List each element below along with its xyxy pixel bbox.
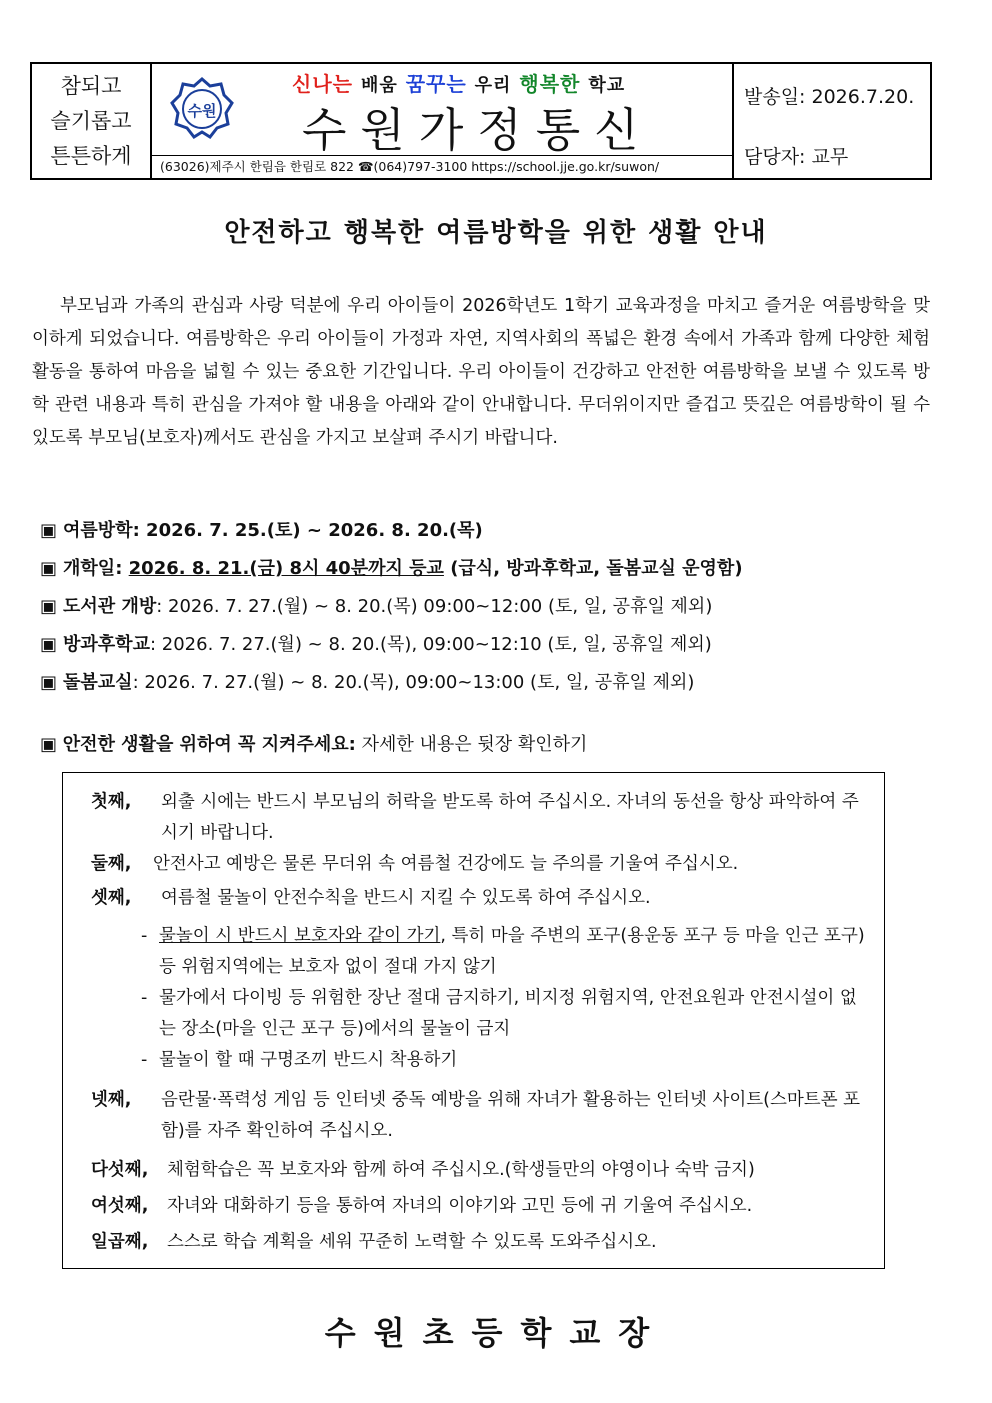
schedule-value-underlined: 2026. 8. 21.(금) 8시 40분까지 등교	[128, 558, 444, 579]
safety-item	[91, 1227, 872, 1258]
schedule-value: : 2026. 7. 27.(월) ~ 8. 20.(목), 09:00~12:10 (토, 일, 공휴일 제외)	[149, 634, 712, 655]
safety-subitem	[141, 921, 872, 983]
schedule-library	[40, 588, 940, 626]
school-address: (63026)제주시 한림읍 한림로 822 ☎(064)797-3100 https://school.jje.go.kr/suwon/	[152, 155, 732, 178]
schedule-value-extra: (급식, 방과후학교, 돌봄교실 운영함)	[443, 558, 743, 579]
subitem-underlined: 물놀이 시 반드시 보호자와 같이 가기	[159, 926, 441, 946]
square-marker-icon: ▣	[40, 520, 58, 541]
square-marker-icon: ▣	[40, 634, 58, 655]
safety-item-text: 안전사고 예방은 물론 무더위 속 여름철 건강에도 늘 주의를 기울여 주십시오.	[153, 854, 739, 874]
schedule-care	[40, 664, 940, 702]
slogan-word-2: 배움	[360, 75, 398, 96]
safety-item-number: 여섯째,	[91, 1196, 149, 1216]
school-slogan	[292, 68, 625, 97]
safety-item-text: 여름철 물놀이 안전수칙을 반드시 지킬 수 있도록 하여 주십시오.	[161, 888, 651, 908]
safety-item-number: 다섯째,	[91, 1160, 149, 1180]
schedule-label: 도서관 개방	[63, 596, 157, 617]
safety-item	[91, 1085, 872, 1147]
schedule-label: 여름방학	[63, 520, 133, 541]
page-title: 안전하고 행복한 여름방학을 위한 생활 안내	[224, 218, 768, 248]
schedule-value: : 2026. 7. 25.(토) ~ 2026. 8. 20.(목)	[132, 520, 483, 541]
slogan-word-3: 꿈꾸는	[405, 72, 467, 96]
schedule-opening	[40, 550, 940, 588]
slogan-word-4: 우리	[474, 75, 512, 96]
header-meta	[734, 64, 930, 178]
square-marker-icon: ▣	[40, 672, 58, 693]
schedule-afterschool	[40, 626, 940, 664]
safety-item-text: 체험학습은 꼭 보호자와 함께 하여 주십시오.(학생들만의 야영이나 숙박 금지)	[167, 1160, 755, 1180]
safety-heading-text: 안전한 생활을 위하여 꼭 지켜주세요:	[62, 734, 356, 755]
schedule-list	[40, 512, 940, 702]
slogan-word-1: 신나는	[292, 72, 353, 96]
motto-line-3: 튼튼하게	[50, 143, 132, 168]
safety-item	[91, 1155, 872, 1186]
safety-item	[91, 883, 872, 914]
subitem-text: , 특히 마을 주변의 포구(용운동 포구 등 마을 인근 포구) 등 위험지역에는 보호자 없이 절대 가지 않기	[159, 926, 865, 977]
safety-item-number: 둘째,	[91, 854, 132, 874]
schedule-label: 돌봄교실	[63, 672, 133, 693]
schedule-value: :	[115, 558, 129, 579]
newsletter-title: 수원가정통신	[302, 103, 653, 157]
dash-bullet: -	[141, 988, 148, 1008]
safety-subitem	[141, 1045, 872, 1076]
motto-line-2: 슬기롭고	[50, 108, 132, 133]
safety-item-text: 스스로 학습 계획을 세워 꾸준히 노력할 수 있도록 도와주십시오.	[167, 1232, 657, 1252]
subitem-text: 물가에서 다이빙 등 위험한 장난 절대 금지하기, 비지정 위험지역, 안전요원과 안전시설이 없는 장소(마을 인근 포구 등)에서의 물놀이 금지	[159, 988, 857, 1039]
motto-line-1: 참되고	[60, 73, 122, 98]
safety-heading-note: 자세한 내용은 뒷장 확인하기	[355, 734, 588, 755]
schedule-label: 방과후학교	[63, 634, 150, 655]
safety-item	[91, 787, 872, 849]
issue-date: 발송일: 2026.7.20.	[744, 86, 915, 108]
safety-item-number: 첫째,	[91, 792, 132, 812]
schedule-value: : 2026. 7. 27.(월) ~ 8. 20.(목) 09:00~12:00 (토, 일, 공휴일 제외)	[156, 596, 713, 617]
safety-item	[91, 849, 872, 880]
square-marker-icon: ▣	[40, 734, 58, 755]
safety-heading	[40, 730, 587, 756]
safety-rules-box	[62, 772, 885, 1269]
newsletter-header	[30, 62, 932, 180]
school-emblem-icon	[170, 76, 234, 140]
schedule-value: : 2026. 7. 27.(월) ~ 8. 20.(목), 09:00~13:00 (토, 일, 공휴일 제외)	[132, 672, 695, 693]
school-motto	[32, 64, 152, 178]
safety-item-text: 외출 시에는 반드시 부모님의 허락을 받도록 하여 주십시오. 자녀의 동선을 항상 파악하여 주시기 바랍니다.	[161, 792, 859, 843]
slogan-word-6: 학교	[588, 75, 626, 96]
dash-bullet: -	[141, 926, 148, 946]
safety-item-number: 셋째,	[91, 888, 132, 908]
emblem-text: 수원	[187, 102, 217, 120]
square-marker-icon: ▣	[40, 558, 58, 579]
safety-item-text: 음란물·폭력성 게임 등 인터넷 중독 예방을 위해 자녀가 활용하는 인터넷 사이트(스마트폰 포함)를 자주 확인하여 주십시오.	[161, 1090, 861, 1141]
safety-item-number: 넷째,	[91, 1090, 132, 1110]
subitem-text: 물놀이 할 때 구명조끼 반드시 착용하기	[159, 1050, 458, 1070]
schedule-label: 개학일	[63, 558, 116, 579]
safety-subitem	[141, 983, 872, 1045]
schedule-vacation	[40, 512, 940, 550]
header-center	[152, 64, 734, 178]
safety-item-text: 자녀와 대화하기 등을 통하여 자녀의 이야기와 고민 등에 귀 기울여 주십시오.	[167, 1196, 753, 1216]
principal-signature: 수원초등학교장	[324, 1314, 668, 1352]
intro-paragraph: 부모님과 가족의 관심과 사랑 덕분에 우리 아이들이 2026학년도 1학기 교육과정을 마치고 즐거운 여름방학을 맞이하게 되었습니다. 여름방학은 우리 아이들이 가정과 자연, 지역사회의 폭넓은 환경 속에서 가족과 함께 다양한 체험활동을 통하여 마음을 넓힐 수 있는 중요한 기간입니다. 우리 아이들이 건강하고 안전한 여름방학을 보낼 수 있도록 방학 관련 내용과 특히 관심을 가져야 할 내용을 아래와 같이 안내합니다. 무더위이지만 즐겁고 뜻깊은 여름방학이 될 수 있도록 부모님(보호자)께서도 관심을 가지고 보살펴 주시기 바랍니다.	[32, 296, 930, 448]
safety-item	[91, 1191, 872, 1222]
slogan-word-5: 행복한	[519, 72, 581, 96]
safety-item-number: 일곱째,	[91, 1232, 149, 1252]
person-in-charge: 담당자: 교무	[744, 146, 849, 168]
square-marker-icon: ▣	[40, 596, 58, 617]
dash-bullet: -	[141, 1050, 148, 1070]
